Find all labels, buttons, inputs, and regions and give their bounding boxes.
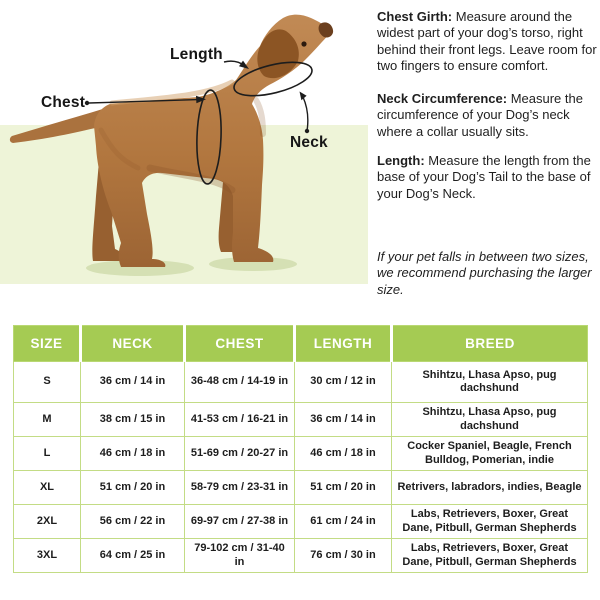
cell-size: M	[14, 403, 81, 437]
length-arrow-icon	[224, 61, 249, 69]
chest-girth-text: Measure around the widest part of your dog’s torso, right behind their front legs. Leave room for two fingers to ensure comfort.	[377, 9, 597, 74]
cell-size: L	[14, 437, 81, 471]
sizing-note: If your pet falls in between two sizes, we recommend purchasing the larger size.	[377, 249, 592, 297]
table-row-s	[14, 362, 588, 403]
neck-diagram-label: Neck	[290, 134, 328, 151]
col-header-neck: NECK	[81, 326, 185, 362]
cell-breed: Labs, Retrievers, Boxer, Great Dane, Pitbull, German Shepherds	[392, 505, 588, 539]
chest-girth-term: Chest Girth:	[377, 9, 453, 24]
dog-eye	[301, 41, 306, 46]
cell-chest: 69-97 cm / 27-38 in	[185, 505, 295, 539]
cell-length: 76 cm / 30 in	[295, 539, 392, 573]
cell-size: S	[14, 362, 81, 403]
cell-neck: 64 cm / 25 in	[81, 539, 185, 573]
cell-length: 61 cm / 24 in	[295, 505, 392, 539]
cell-chest: 41-53 cm / 16-21 in	[185, 403, 295, 437]
cell-neck: 51 cm / 20 in	[81, 471, 185, 505]
table-row-3xl	[14, 539, 588, 573]
size-chart-table	[13, 325, 588, 573]
col-header-breed: BREED	[392, 326, 588, 362]
cell-length: 36 cm / 14 in	[295, 403, 392, 437]
cell-chest: 79-102 cm / 31-40 in	[185, 539, 295, 573]
chest-girth-paragraph	[377, 9, 599, 75]
neck-circumference-paragraph	[377, 91, 599, 140]
neck-circumference-term: Neck Circumference:	[377, 91, 508, 106]
col-header-length: LENGTH	[295, 326, 392, 362]
cell-breed: Cocker Spaniel, Beagle, French Bulldog, Pomerian, indie	[392, 437, 588, 471]
cell-size: 2XL	[14, 505, 81, 539]
neck-pointer-icon	[300, 92, 310, 134]
cell-breed: Shihtzu, Lhasa Apso, pug dachshund	[392, 403, 588, 437]
table-row-l	[14, 437, 588, 471]
col-header-size: SIZE	[14, 326, 81, 362]
cell-size: 3XL	[14, 539, 81, 573]
dog-illustration	[0, 0, 340, 300]
cell-chest: 58-79 cm / 23-31 in	[185, 471, 295, 505]
col-header-chest: CHEST	[185, 326, 295, 362]
length-text: Measure the length from the base of your Dog’s Tail to the base of your Dog’s Neck.	[377, 153, 591, 201]
cell-chest: 51-69 cm / 20-27 in	[185, 437, 295, 471]
cell-chest: 36-48 cm / 14-19 in	[185, 362, 295, 403]
cell-neck: 46 cm / 18 in	[81, 437, 185, 471]
table-row-2xl	[14, 505, 588, 539]
cell-breed: Retrivers, labradors, indies, Beagle	[392, 471, 588, 505]
table-header-row	[14, 326, 588, 362]
cell-size: XL	[14, 471, 81, 505]
cell-neck: 56 cm / 22 in	[81, 505, 185, 539]
cell-length: 30 cm / 12 in	[295, 362, 392, 403]
neck-circumference-text: Measure the circumference of your Dog’s neck where a collar usually sits.	[377, 91, 583, 139]
length-diagram-label: Length	[170, 46, 223, 63]
table-row-xl	[14, 471, 588, 505]
table-row-m	[14, 403, 588, 437]
cell-neck: 36 cm / 14 in	[81, 362, 185, 403]
cell-length: 46 cm / 18 in	[295, 437, 392, 471]
length-term: Length:	[377, 153, 425, 168]
cell-neck: 38 cm / 15 in	[81, 403, 185, 437]
cell-breed: Labs, Retrievers, Boxer, Great Dane, Pitbull, German Shepherds	[392, 539, 588, 573]
cell-length: 51 cm / 20 in	[295, 471, 392, 505]
chest-diagram-label: Chest	[41, 94, 86, 111]
cell-breed: Shihtzu, Lhasa Apso, pug dachshund	[392, 362, 588, 403]
length-paragraph	[377, 153, 599, 202]
